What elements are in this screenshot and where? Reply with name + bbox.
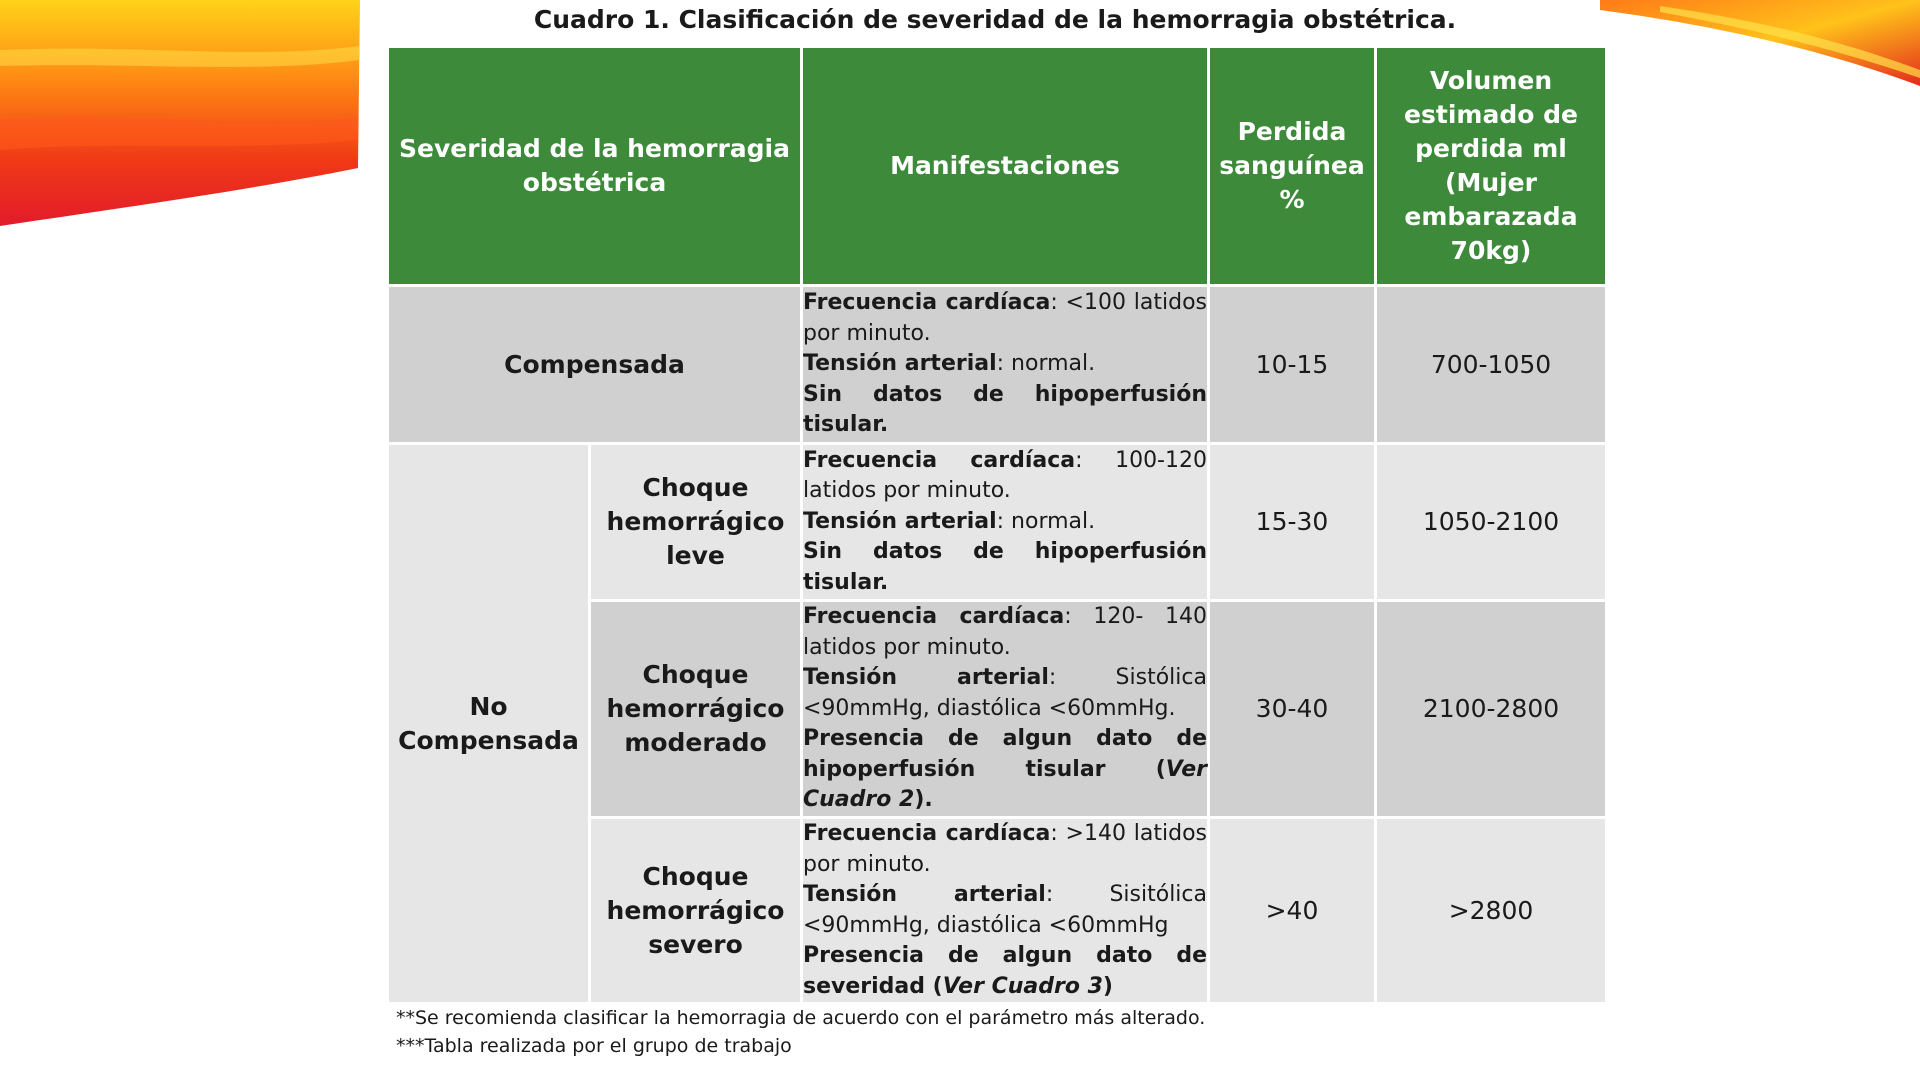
blood-pressure-label: Tensión arterial [803,665,1049,691]
header-volume: Volumen estimado de perdida ml (Mujer embarazada 70kg) [1376,47,1607,286]
blood-loss-cell: >40 [1209,818,1376,1004]
manifestations-cell [802,818,1209,1004]
blood-pressure-value: : Sistólica <90mmHg, diastólica <60mmHg. [803,665,1207,721]
header-severity: Severidad de la hemorragia obstétrica [388,47,802,286]
blood-pressure-value: : normal. [996,508,1096,534]
table-title: Cuadro 1. Clasificación de severidad de la hemorragia obstétrica. [533,5,1457,34]
severity-classification-table [386,45,1608,1005]
severity-note: Presencia de algun dato de severidad ( [803,943,1207,999]
blood-pressure-label: Tensión arterial [803,882,1046,907]
severity-category-cell: Compensada [388,286,802,444]
manifestations-cell [802,286,1209,444]
blood-pressure-label: Tensión arterial [803,508,997,534]
footnote: **Se recomienda clasificar la hemorragia de acuerdo con el parámetro más alterado. [396,1007,1206,1029]
cross-reference: Ver Cuadro 2 [803,756,1207,813]
severity-subcategory-cell: Choque hemorrágico leve [590,444,802,601]
severity-note-end: ) [1102,973,1113,999]
heart-rate-label: Frecuencia cardíaca [803,447,1076,473]
heart-rate-value: : <100 latidos por minuto. [803,290,1208,346]
header-blood-loss: Perdida sanguínea % [1209,47,1376,286]
cross-reference: Ver Cuadro 3 [942,973,1103,999]
heart-rate-value: : >140 latidos por minuto. [803,821,1208,877]
table-footnotes [396,1004,1205,1060]
volume-cell: 700-1050 [1376,286,1607,444]
manifestations-cell [802,444,1209,601]
blood-pressure-label: Tensión arterial [803,351,997,377]
table-row [388,286,1607,444]
manifestations-cell [802,601,1209,818]
perfusion-note: Sin datos de hipoperfusión tisular. [803,539,1207,595]
perfusion-note: Presencia de algun dato de hipoperfusión tisular ( [803,726,1207,782]
heart-rate-label: Frecuencia cardíaca [803,821,1051,846]
header-manifestations: Manifestaciones [802,47,1209,286]
perfusion-note-end: ). [914,787,933,813]
perfusion-note: Sin datos de hipoperfusión tisular. [803,381,1207,438]
blood-pressure-value: : normal. [996,351,1096,377]
blood-loss-cell: 10-15 [1209,286,1376,444]
footnote: ***Tabla realizada por el grupo de trabajo [396,1035,792,1057]
volume-cell: 2100-2800 [1376,601,1607,818]
blood-loss-cell: 15-30 [1209,444,1376,601]
heart-rate-label: Frecuencia cardíaca [803,290,1051,316]
heart-rate-label: Frecuencia cardíaca [803,604,1065,630]
volume-cell: >2800 [1376,818,1607,1004]
blood-loss-cell: 30-40 [1209,601,1376,818]
severity-category-cell: No Compensada [388,444,590,1004]
heart-rate-value: : 100-120 latidos por minuto. [803,447,1207,504]
blood-pressure-value: : Sisitólica <90mmHg, diastólica <60mmHg [803,882,1207,938]
severity-subcategory-cell: Choque hemorrágico severo [590,818,802,1004]
decorative-brush-stroke-right [1600,0,1920,90]
severity-subcategory-cell: Choque hemorrágico moderado [590,601,802,818]
table-header-row [388,47,1607,286]
volume-cell: 1050-2100 [1376,444,1607,601]
decorative-brush-stroke-left [0,0,360,230]
heart-rate-value: : 120- 140 latidos por minuto. [803,604,1207,660]
table-row [388,444,1607,601]
